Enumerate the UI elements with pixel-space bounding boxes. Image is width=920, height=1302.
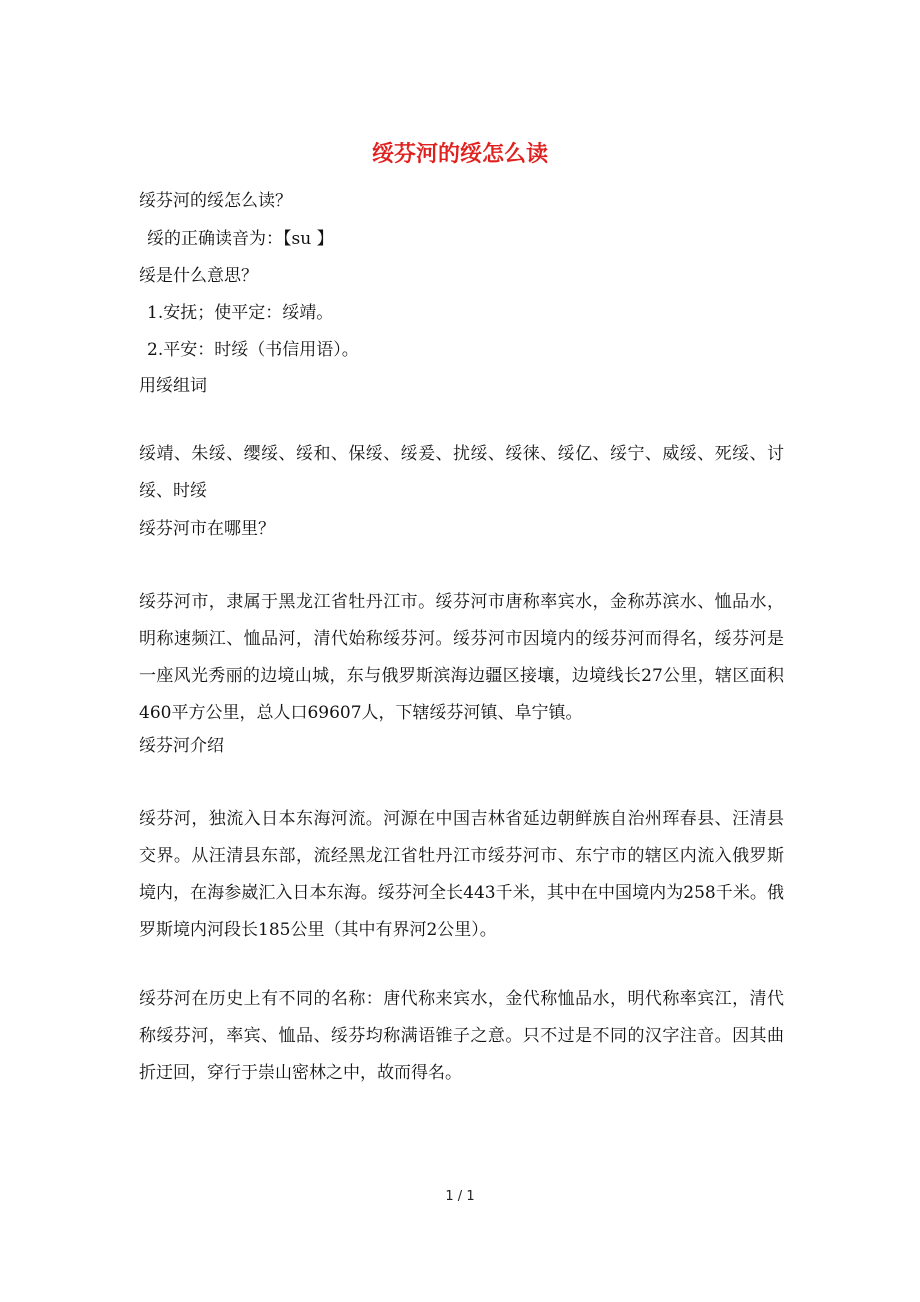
page-title: 绥芬河的绥怎么读 bbox=[371, 142, 548, 167]
heading-river-intro: 绥芬河介绍 bbox=[139, 736, 224, 756]
pronunciation-line: 绥的正确读音为：【su 】 bbox=[147, 229, 334, 249]
meaning-item-2: 2.平安：时绥（书信用语）。 bbox=[147, 340, 359, 360]
meaning-item-1: 1.安抚；使平定：绥靖。 bbox=[147, 303, 334, 323]
page-number: 1 / 1 bbox=[445, 1189, 475, 1204]
river-paragraph: 绥芬河，独流入日本东海河流。河源在中国吉林省延边朝鲜族自治州珲春县、汪清县交界。从汪清县东部，流经黑龙江省牡丹江市绥芬河市、东宁市的辖区内流入俄罗斯境内，在海参崴汇入日本东海。绥芬河全长443千米，其中在中国境内为258千米。俄罗斯境内河段长185公里（其中有界河2公里）。 bbox=[139, 809, 784, 940]
history-paragraph: 绥芬河在历史上有不同的名称：唐代称来宾水，金代称恤品水，明代称率宾江，清代称绥芬河，率宾、恤品、绥芬均称满语锥子之意。只不过是不同的汉字注音。因其曲折迂回，穿行于崇山密林之中，故而得名。 bbox=[139, 989, 784, 1083]
question-how-to-read: 绥芬河的绥怎么读？ bbox=[139, 191, 292, 211]
question-city-location: 绥芬河市在哪里？ bbox=[139, 519, 275, 539]
city-paragraph: 绥芬河市，隶属于黑龙江省牡丹江市。绥芬河市唐称率宾水，金称苏滨水、恤品水，明称速频江、恤品河，清代始称绥芬河。绥芬河市因境内的绥芬河而得名，绥芬河是一座风光秀丽的边境山城，东与俄罗斯滨海边疆区接壤，边境线长27公里，辖区面积460平方公里，总人口69607人，下辖绥芬河镇、阜宁镇。 bbox=[139, 592, 784, 723]
heading-word-formation: 用绥组词 bbox=[139, 376, 207, 396]
words-paragraph: 绥靖、朱绥、缨绥、绥和、保绥、绥爰、扰绥、绥徕、绥亿、绥宁、威绥、死绥、讨绥、时绥 bbox=[139, 444, 784, 501]
question-meaning: 绥是什么意思？ bbox=[139, 266, 258, 286]
